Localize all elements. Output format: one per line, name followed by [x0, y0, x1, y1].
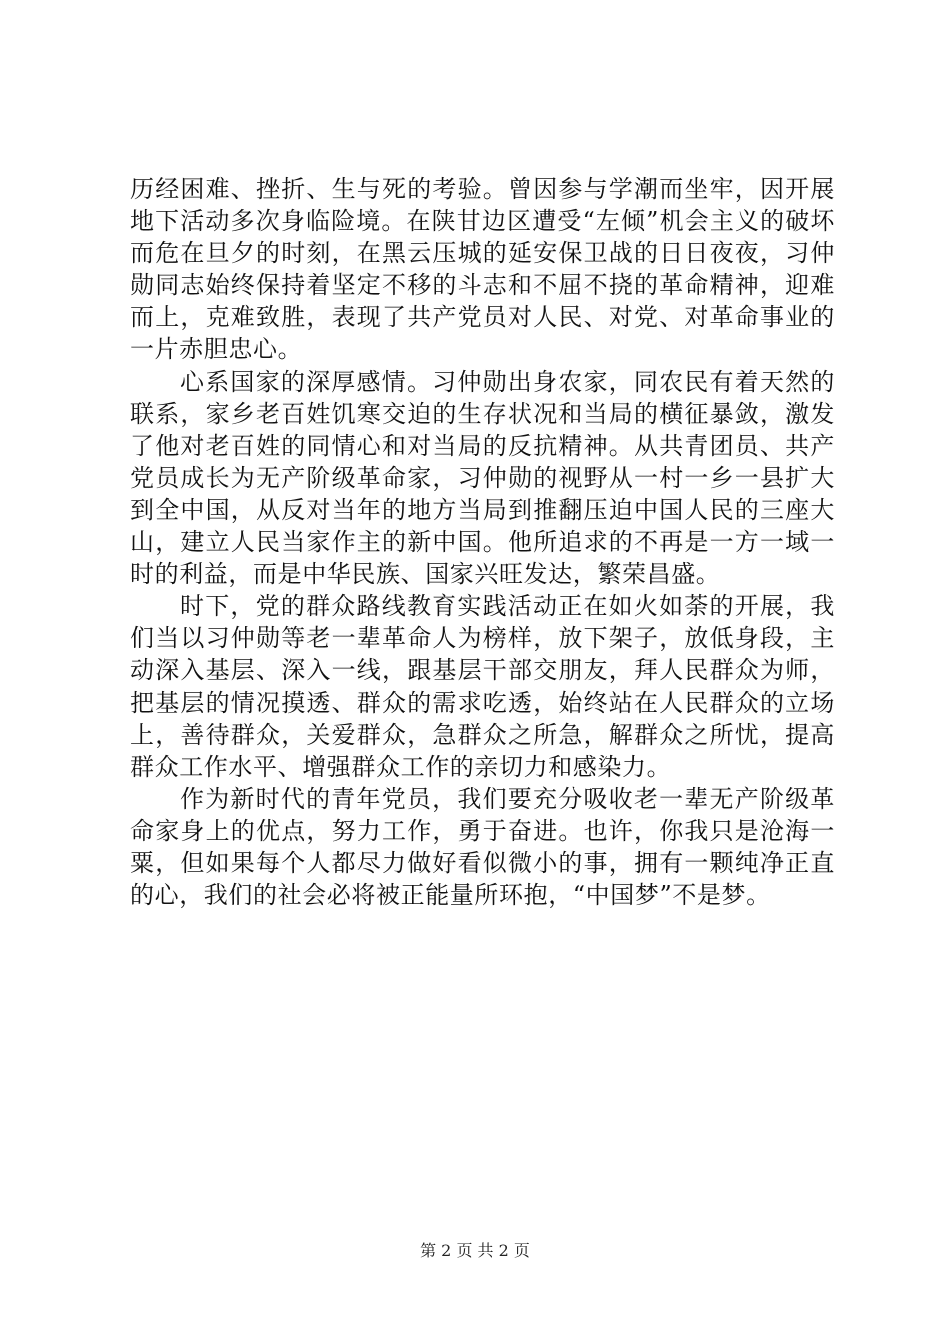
paragraph-3: 时下，党的群众路线教育实践活动正在如火如荼的开展，我们当以习仲勋等老一辈革命人为榜样，放下架子，放低身段，主动深入基层、深入一线，跟基层干部交朋友，拜人民群众为师，把基层的情况摸透、群众的需求吃透，始终站在人民群众的立场上，善待群众，关爱群众，急群众之所急，解群众之所忧，提高群众工作水平、增强群众工作的亲切力和感染力。 [130, 592, 835, 781]
paragraph-1: 历经困难、挫折、生与死的考验。曾因参与学潮而坐牢，因开展地下活动多次身临险境。在陕甘边区遭受“左倾”机会主义的破坏而危在旦夕的时刻，在黑云压城的延安保卫战的日日夜夜，习仲勋同志始终保持着坚定不移的斗志和不屈不挠的革命精神，迎难而上，克难致胜，表现了共产党员对人民、对党、对革命事业的一片赤胆忠心。 [130, 175, 835, 364]
document-body [130, 173, 835, 911]
page-footer [0, 1241, 950, 1261]
paragraph-2: 心系国家的深厚感情。习仲勋出身农家，同农民有着天然的联系，家乡老百姓饥寒交迫的生存状况和当局的横征暴敛，激发了他对老百姓的同情心和对当局的反抗精神。从共青团员、共产党员成长为无产阶级革命家，习仲勋的视野从一村一乡一县扩大到全中国，从反对当年的地方当局到推翻压迫中国人民的三座大山，建立人民当家作主的新中国。他所追求的不再是一方一域一时的利益，而是中华民族、国家兴旺发达，繁荣昌盛。 [130, 367, 835, 589]
page-number: 第 2 页 共 2 页 [420, 1241, 530, 1260]
paragraph-4: 作为新时代的青年党员，我们要充分吸收老一辈无产阶级革命家身上的优点，努力工作，勇于奋进。也许，你我只是沧海一粟，但如果每个人都尽力做好看似微小的事，拥有一颗纯净正直的心，我们的社会必将被正能量所环抱，“中国梦”不是梦。 [130, 784, 835, 910]
